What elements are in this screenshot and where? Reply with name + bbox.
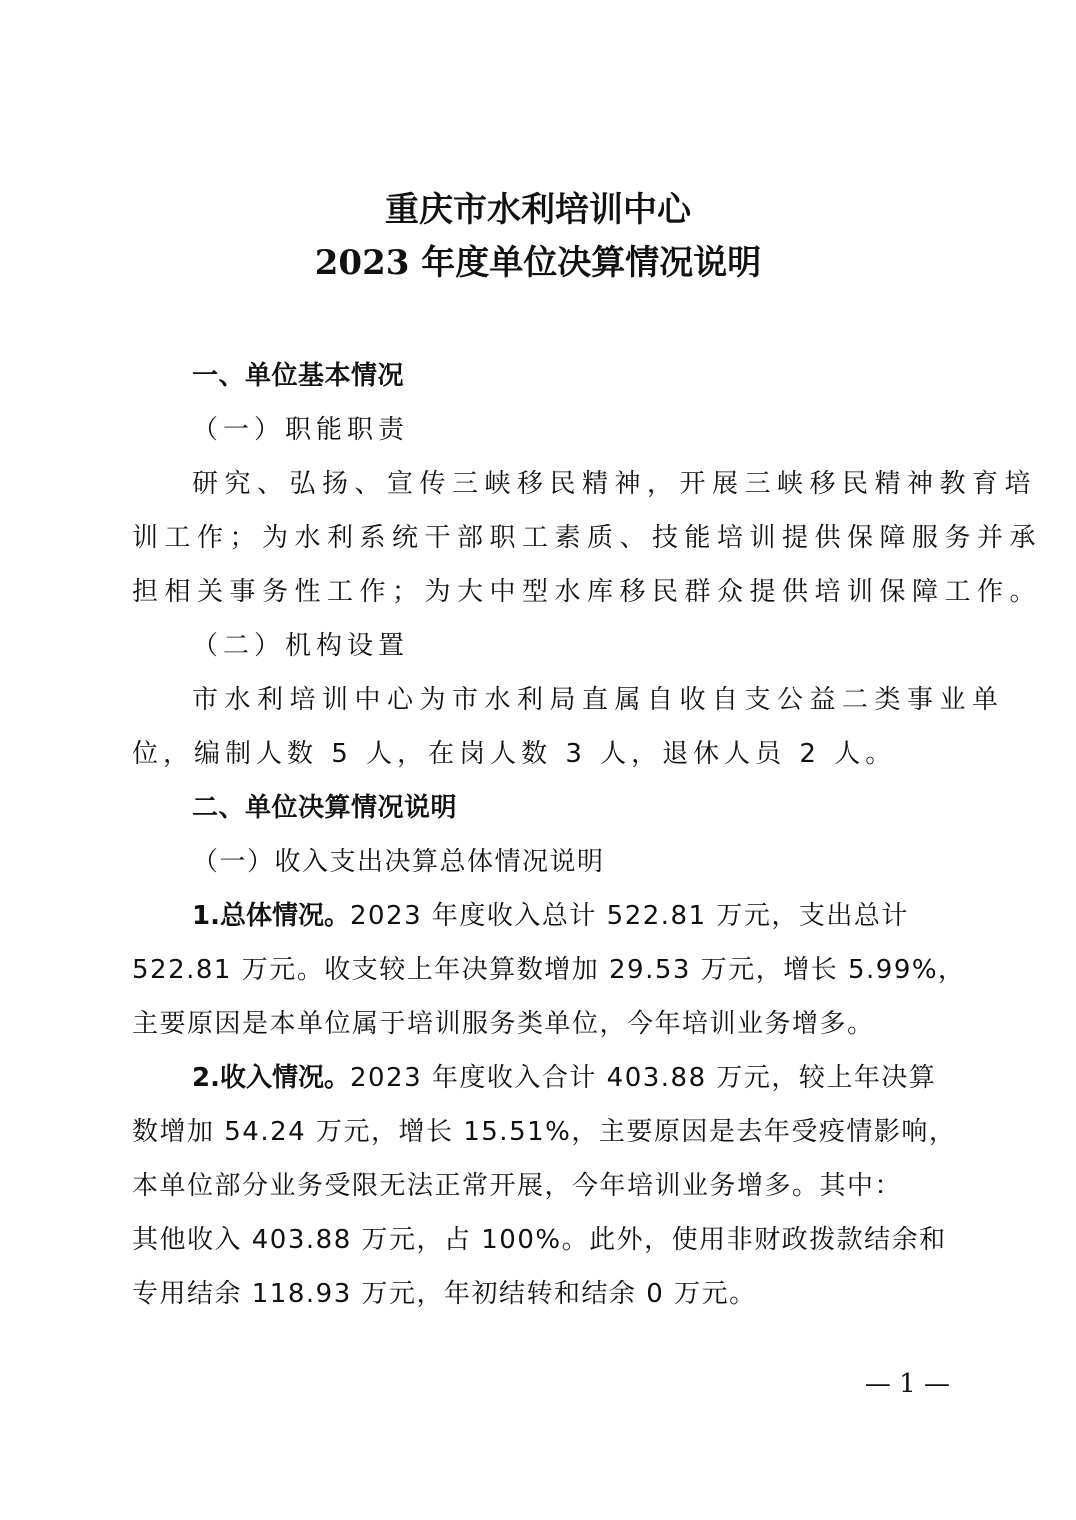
- overall-line-1: [192, 898, 1004, 934]
- income-lead: 2.收入情况。: [192, 1063, 350, 1093]
- document-title-line2: 2023 年度单位决算情况说明: [314, 243, 762, 283]
- sub1-heading: （一）职能职责: [192, 415, 410, 445]
- income-line-1-rest: 2023 年度收入合计 403.88 万元，较上年决算: [349, 1063, 937, 1093]
- overall-line-3: 主要原因是本单位属于培训服务类单位，今年培训业务增多。: [132, 1009, 875, 1039]
- org-line-1: 市水利培训中心为市水利局直属自收自支公益二类事业单: [192, 685, 1005, 715]
- income-line-3: 本单位部分业务受限无法正常开展，今年培训业务增多。其中：: [132, 1171, 903, 1201]
- document-title-line1: 重庆市水利培训中心: [385, 190, 691, 230]
- income-line-4: 其他收入 403.88 万元，占 100%。此外，使用非财政拨款结余和: [132, 1225, 947, 1255]
- income-line-1: [192, 1060, 1004, 1096]
- section1-heading: 一、单位基本情况: [192, 361, 405, 391]
- sub2-heading: （二）机构设置: [192, 631, 410, 661]
- overall-lead: 1.总体情况。: [192, 901, 350, 931]
- duties-line-2: 训工作；为水利系统干部职工素质、技能培训提供保障服务并承: [132, 523, 1043, 553]
- page-number: — 1 —: [864, 1369, 950, 1399]
- sub3-heading: （一）收入支出决算总体情况说明: [192, 847, 605, 877]
- overall-line-2: 522.81 万元。收支较上年决算数增加 29.53 万元，增长 5.99%，: [132, 955, 966, 985]
- income-line-5: 专用结余 118.93 万元，年初结转和结余 0 万元。: [132, 1279, 757, 1309]
- org-line-2: 位，编制人数 5 人，在岗人数 3 人，退休人员 2 人。: [132, 739, 897, 769]
- duties-line-1: 研究、弘扬、宣传三峡移民精神，开展三峡移民精神教育培: [192, 469, 1038, 499]
- duties-line-3: 担相关事务性工作；为大中型水库移民群众提供培训保障工作。: [132, 577, 1043, 607]
- section2-heading: 二、单位决算情况说明: [192, 793, 458, 823]
- overall-line-1-rest: 2023 年度收入总计 522.81 万元，支出总计: [349, 901, 909, 931]
- income-line-2: 数增加 54.24 万元，增长 15.51%，主要原因是去年受疫情影响，: [132, 1117, 957, 1147]
